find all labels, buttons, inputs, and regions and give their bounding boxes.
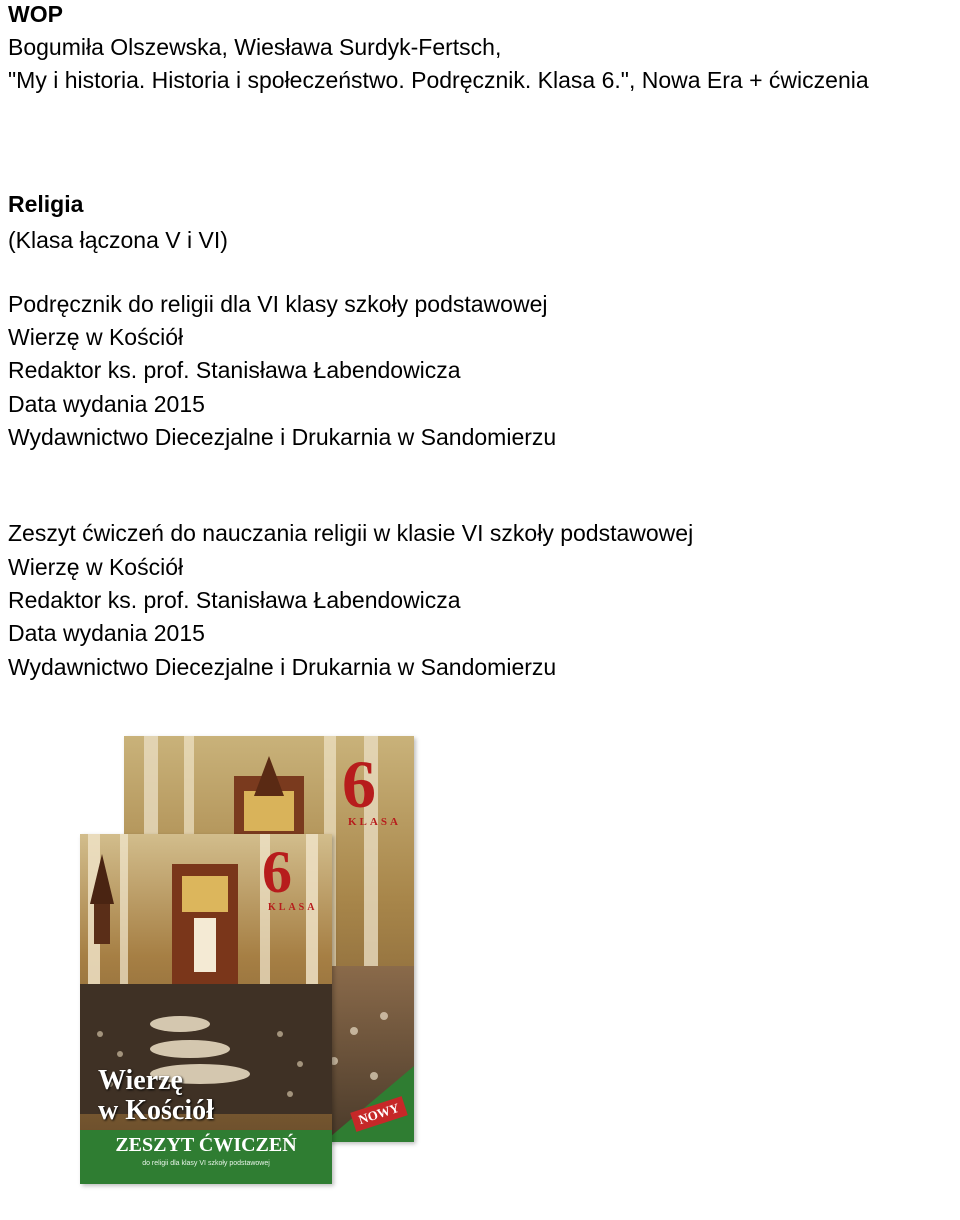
- religia-class-note: (Klasa łączona V i VI): [8, 227, 228, 253]
- textbook-publisher: Wydawnictwo Diecezjalne i Drukarnia w Sandomierzu: [8, 424, 557, 450]
- wop-book-title: "My i historia. Historia i społeczeństwo. Podręcznik. Klasa 6.", Nowa Era + ćwiczenia: [8, 67, 869, 93]
- textbook-title: Wierzę w Kościół: [8, 324, 184, 350]
- textbook-grade-number: 6: [342, 746, 376, 822]
- wop-heading: WOP: [8, 1, 63, 27]
- textbook-description: Podręcznik do religii dla VI klasy szkoły podstawowej: [8, 291, 548, 317]
- workbook-class-label: KLASA: [268, 902, 318, 913]
- textbook-new-badge: NOWY: [350, 1096, 407, 1132]
- workbook-publisher: Wydawnictwo Diecezjalne i Drukarnia w Sandomierzu: [8, 654, 557, 680]
- textbook-editor: Redaktor ks. prof. Stanisława Łabendowicza: [8, 357, 461, 383]
- wop-authors: Bogumiła Olszewska, Wiesława Surdyk-Fertsch,: [8, 34, 502, 60]
- workbook-banner-title: ZESZYT ĆWICZEŃ: [115, 1134, 297, 1156]
- workbook-title-line1: Wierzę: [98, 1065, 183, 1096]
- workbook-title-line2: w Kościół: [98, 1095, 214, 1126]
- textbook-class-label: KLASA: [348, 816, 401, 828]
- religia-heading: Religia: [8, 191, 84, 217]
- workbook-grade-number: 6: [262, 839, 292, 905]
- workbook-date: Data wydania 2015: [8, 620, 205, 646]
- workbook-cover-art: [80, 834, 332, 1184]
- workbook-editor: Redaktor ks. prof. Stanisława Łabendowicza: [8, 587, 461, 613]
- textbook-date: Data wydania 2015: [8, 391, 205, 417]
- workbook-title: Wierzę w Kościół: [8, 554, 184, 580]
- workbook-description: Zeszyt ćwiczeń do nauczania religii w klasie VI szkoły podstawowej: [8, 520, 694, 546]
- workbook-cover: [80, 834, 332, 1184]
- workbook-banner-subtitle: do religii dla klasy VI szkoły podstawowej: [142, 1160, 270, 1167]
- book-covers-image: [8, 688, 460, 1216]
